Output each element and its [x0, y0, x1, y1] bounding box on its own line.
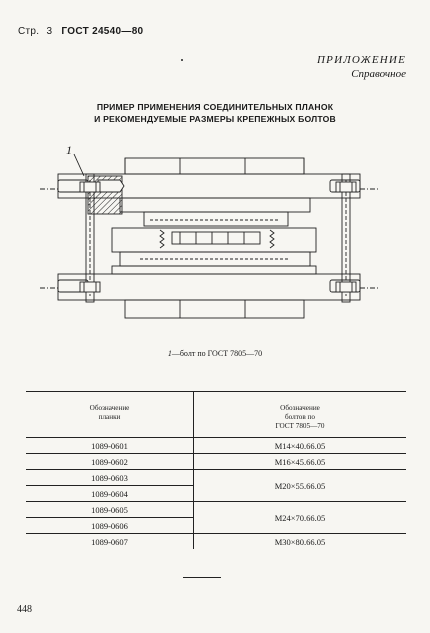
table-row — [26, 438, 406, 454]
caption-text: —болт по ГОСТ 7805—70 — [171, 349, 263, 358]
callout-number: 1 — [66, 143, 72, 157]
appendix-title: ПРИЛОЖЕНИЕ — [317, 54, 406, 66]
plank-cell: 1089-0604 — [26, 486, 194, 502]
bolt-cell: М20×55.66.05 — [194, 470, 407, 502]
col-header-plank: Обозначение планки — [26, 392, 194, 438]
bolt-table-wrapper — [26, 391, 406, 549]
page-header — [18, 26, 143, 37]
table-row — [26, 534, 406, 550]
bolt-cell: М30×80.66.05 — [274, 536, 326, 547]
title-line-2: И РЕКОМЕНДУЕМЫЕ РАЗМЕРЫ КРЕПЕЖНЫХ БОЛТОВ — [94, 114, 336, 124]
page-label: Стр. — [18, 26, 40, 37]
col-header-bolt: Обозначение болтов по ГОСТ 7805—70 — [194, 392, 407, 438]
standard-number: ГОСТ 24540—80 — [61, 26, 144, 37]
plank-cell: 1089-0605 — [26, 502, 194, 518]
plank-cell: 1089-0607 — [26, 534, 194, 550]
figure-caption — [0, 349, 430, 358]
page-no: 3 — [46, 26, 53, 37]
page-number: 448 — [17, 604, 32, 615]
plank-cell: 1089-0606 — [26, 518, 194, 534]
bottom-plate — [58, 274, 360, 300]
plank-cell: 1089-0601 — [26, 438, 194, 454]
table-row — [26, 502, 406, 518]
technical-drawing — [40, 140, 390, 345]
end-rule — [183, 577, 221, 578]
plank-cell: 1089-0603 — [26, 470, 194, 486]
speck-dot — [181, 59, 183, 61]
bolt-cell: М16×45.66.05 — [194, 454, 407, 470]
plank-cell: 1089-0602 — [26, 454, 194, 470]
document-title — [0, 101, 430, 125]
table-row — [26, 470, 406, 486]
appendix-subtitle: Справочное — [351, 68, 406, 80]
bolt-cell: М24×70.66.05 — [194, 502, 407, 534]
table-row — [26, 454, 406, 470]
bolt-table — [26, 391, 406, 549]
callout-leader — [74, 154, 84, 176]
appendix-label — [317, 53, 406, 81]
title-line-1: ПРИМЕР ПРИМЕНЕНИЯ СОЕДИНИТЕЛЬНЫХ ПЛАНОК — [96, 102, 334, 112]
bolt-cell: М14×40.66.05 — [194, 438, 407, 454]
assembly-drawing-svg — [40, 140, 390, 340]
caption-number: 1 — [167, 349, 172, 358]
